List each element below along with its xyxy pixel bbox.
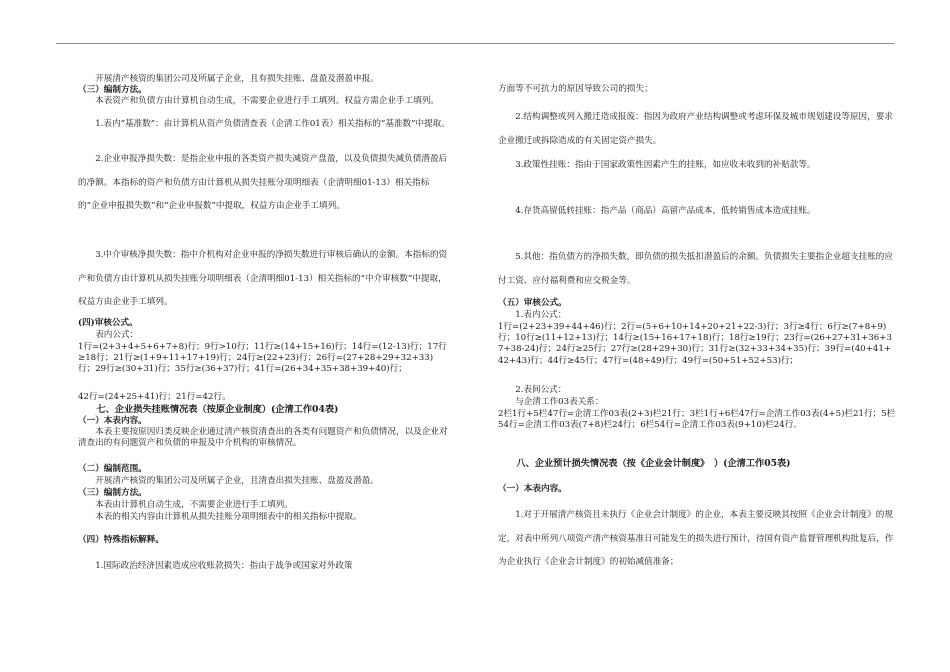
para: 4.存货高留低转挂账：指产品（商品）高留产品成本，低转销售成本造成挂账。 [515,206,816,216]
section-heading: （四）特殊指标解释。 [78,535,164,545]
para: 2.结构调整或列入搬迁造成报废：指因为政府产业结构调整或考虑环保及城市规划建设等原因，要求企业搬迁或拆除造成的有关固定资产损失。 [498,112,893,146]
para: 本表的相关内容由计算机从损失挂账分项明细表中的相关指标中提取。 [95,512,362,522]
para: 1.对于开展清产核资且未执行《企业会计制度》的企业，本表主要反映其按照《企业会计制度》的规定，对表中所列八项资产清产核资基准日可能发生的损失进行预计，待国有资产监督管理机构批复后，作为企业执行《企业会计制度》的初始减值准备； [498,510,894,567]
para: 与企清工作03表关系： [515,397,604,407]
section-heading: （一）本表内容。 [498,484,567,494]
para: 1.表内“基准数”：由计算机从资产负债清查表（企清工作01表）相关指标的“基准数”中提取。 [95,119,450,129]
section-heading: （五）审核公式。 [498,298,567,308]
para: 3.政策性挂账：指由于国家政策性因素产生的挂账，如应收未收到的补贴款等。 [515,160,816,170]
formula-block: 1行=(2+23+39+44+46)行；2行=(5+6+10+14+20+21+22-3)行；3行≥4行；6行≥(7+8+9)行；10行≥(11+12+13)行；14行≥(15+16+17+18)行；18行≥19行；23行=(26+27+31+36+37+38-24)行；24行≥25行；27行≥(28+29+30)行；31行≥(32+33+34+35)行；39行=(40+41+42+43)行；44行≥45行；47行=(48+49)行；49行=(50+51+52+53)行； [498,322,892,366]
para: 2.企业申报净损失数：是指企业申报的各类资产损失减资产盘盈，以及负债损失减负债潜盈后的净额。本指标的资产和负债方由计算机从损失挂账分项明细表（企清明细01-13）相关指标的“企业申报损失数”和“企业申报数”中提取，权益方由企业手工填列。 [78,154,448,211]
section-heading: （三）编制方法。 [78,488,147,498]
para: 开展清产核资的集团公司及所属子企业，且有损失挂账、盘盈及潜盈申报。 [95,74,379,84]
para: 开展清产核资的集团公司及所属子企业，且清查出损失挂账、盘盈及潜盈。 [95,476,379,486]
formula-block: 2栏1行+5栏47行=企清工作03表(2+3)栏21行；3栏1行+6栏47行=企清工作03表(4+5)栏21行；5栏54行=企清工作03表(7+8)栏24行；6栏54行=企清工作03表(9+10)栏24行。 [498,409,896,431]
header-rule [56,43,894,44]
section-heading: （三）编制方法。 [78,85,147,95]
chapter-heading: 七、企业损失挂账情况表（按原企业制度）(企清工作04表) [96,404,339,415]
para: 1.表内公式： [515,310,567,320]
para: 2.表间公式： [515,385,567,395]
section-heading: （二）编制范围。 [78,464,147,474]
para: 本表资产和负债方由计算机自动生成，不需要企业进行手工填列。权益方需企业手工填列。 [95,96,439,106]
para: 本表主要按原因归类反映企业通过清产核资清查出的各类有问题资产和负债情况，以及企业对清查出的有问题资产和负债的申报及中介机构的审核情况。 [78,427,448,449]
formula-line: 42行=(24+25+41)行；21行=42行。 [78,392,231,402]
para: 5.其他：指负债方的净损失数，即负债的损失抵扣潜盈后的余额。负债损失主要指企业超支挂账的应付工资、应付福利费和应交税金等。 [498,252,893,286]
para: 1.国际政治经济因素造成应收账款损失：指由于战争或国家对外政策 [95,561,353,571]
para: 表内公式： [95,330,139,340]
section-heading: （一）本表内容。 [78,416,147,426]
para: 方面等不可抗力的原因导致公司的损失； [498,84,653,94]
section-heading: (四)审核公式。 [78,318,138,328]
formula-block: 1行=(2+3+4+5+6+7+8)行；9行>10行；11行≥(14+15+16)行；14行=(12-13)行；17行≥18行；21行≥(1+9+11+17+19)行；24行≥(22+23)行；26行=(27+28+29+32+33)行；29行≥(30+31)行；35行≥(36+37)行；41行=(26+34+35+38+39+40)行； [78,342,447,375]
para: 3.中介审核净损失数：指中介机构对企业申报的净损失数进行审核后确认的金额。本指标的资产和负债方由计算机从损失挂账分项明细表（企清明细01-13）相关指标的“中介审核数”中提取，权益方由企业手工填列。 [78,250,448,307]
chapter-heading: 八、企业预计损失情况表（按《企业会计制度》 ）(企清工作05表) [516,458,791,469]
para: 本表由计算机自动生成，不需要企业进行手工填列。 [95,500,293,510]
